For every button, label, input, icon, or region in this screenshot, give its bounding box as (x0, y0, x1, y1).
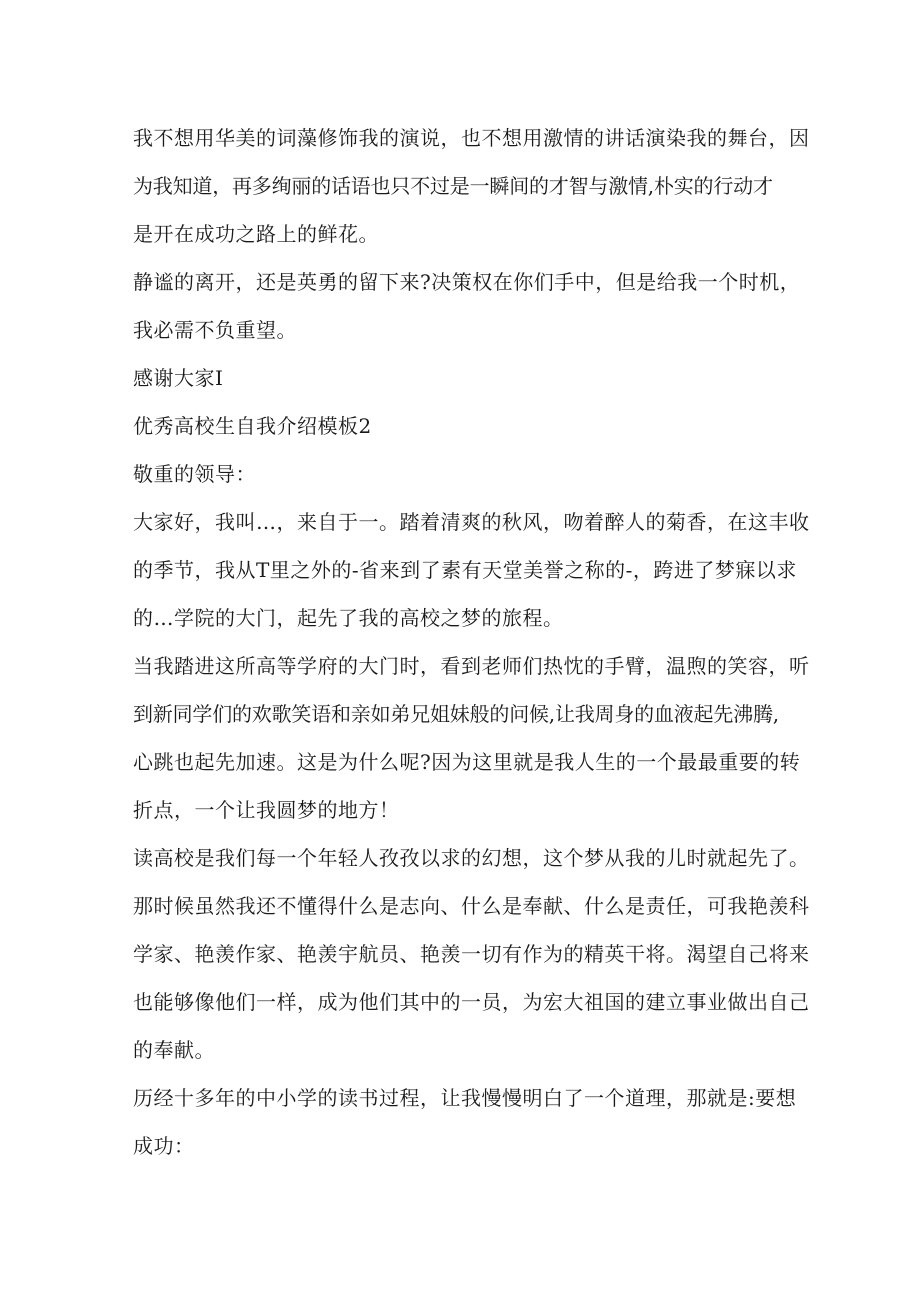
text-line: 的季节，我从T里之外的-省来到了素有天堂美誉之称的-，跨进了梦寐以求 (133, 558, 797, 582)
text-line: 成功： (133, 1134, 195, 1158)
paragraph-dream (133, 838, 810, 1078)
paragraph-study (133, 1078, 803, 1174)
text-line: 那时候虽然我还不懂得什么是志向、什么是奉献、什么是责任，可我艳羡科 (133, 894, 810, 918)
paragraph-arrival (133, 646, 810, 838)
text-line: 也能够像他们一样，成为他们其中的一员，为宏大祖国的建立事业做出自己 (133, 990, 810, 1014)
heading-line: 优秀高校生自我介绍模板2 (133, 414, 372, 438)
document-page (133, 118, 810, 1174)
text-line: 为我知道，再多绚丽的话语也只不过是一瞬间的才智与激情,朴实的行动才 (133, 174, 773, 198)
text-line: 的…学院的大门，起先了我的高校之梦的旅程。 (133, 606, 564, 630)
section-heading (133, 406, 803, 454)
text-line: 静谧的离开，还是英勇的留下来?决策权在你们手中，但是给我一个时机， (133, 270, 801, 294)
text-line: 我不想用华美的词藻修饰我的演说，也不想用激情的讲话演染我的舞台，因 (133, 126, 810, 150)
text-line: 读高校是我们每一个年轻人孜孜以求的幻想，这个梦从我的儿时就起先了。 (133, 846, 810, 870)
paragraph-greeting (133, 502, 810, 646)
text-line: 当我踏进这所高等学府的大门时，看到老师们热忱的手臂，温煦的笑容，听 (133, 654, 810, 678)
text-line: 到新同学们的欢歌笑语和亲如弟兄姐妹般的问候,让我周身的血液起先沸腾, (133, 702, 779, 726)
paragraph-intro-closing (133, 118, 810, 262)
text-line: 心跳也起先加速。这是为什么呢?因为这里就是我人生的一个最最重要的转 (133, 750, 801, 774)
text-line: 大家好，我叫…，来自于一。踏着清爽的秋风，吻着醉人的菊香，在这丰收 (133, 510, 810, 534)
text-line: 敬重的领导： (133, 462, 256, 486)
paragraph-decision (133, 262, 803, 358)
text-line: 历经十多年的中小学的读书过程，让我慢慢明白了一个道理，那就是:要想 (133, 1086, 797, 1110)
text-line: 我必需不负重望。 (133, 318, 297, 342)
text-line: 折点，一个让我圆梦的地方！ (133, 798, 400, 822)
paragraph-thanks (133, 358, 803, 406)
text-line: 的奉献。 (133, 1038, 215, 1062)
text-line: 感谢大家I (133, 366, 224, 390)
text-line: 学家、艳羡作家、艳羡宇航员、艳羡一切有作为的精英干将。渴望自己将来 (133, 942, 810, 966)
text-line: 是开在成功之路上的鲜花。 (133, 222, 379, 246)
paragraph-salutation (133, 454, 803, 502)
